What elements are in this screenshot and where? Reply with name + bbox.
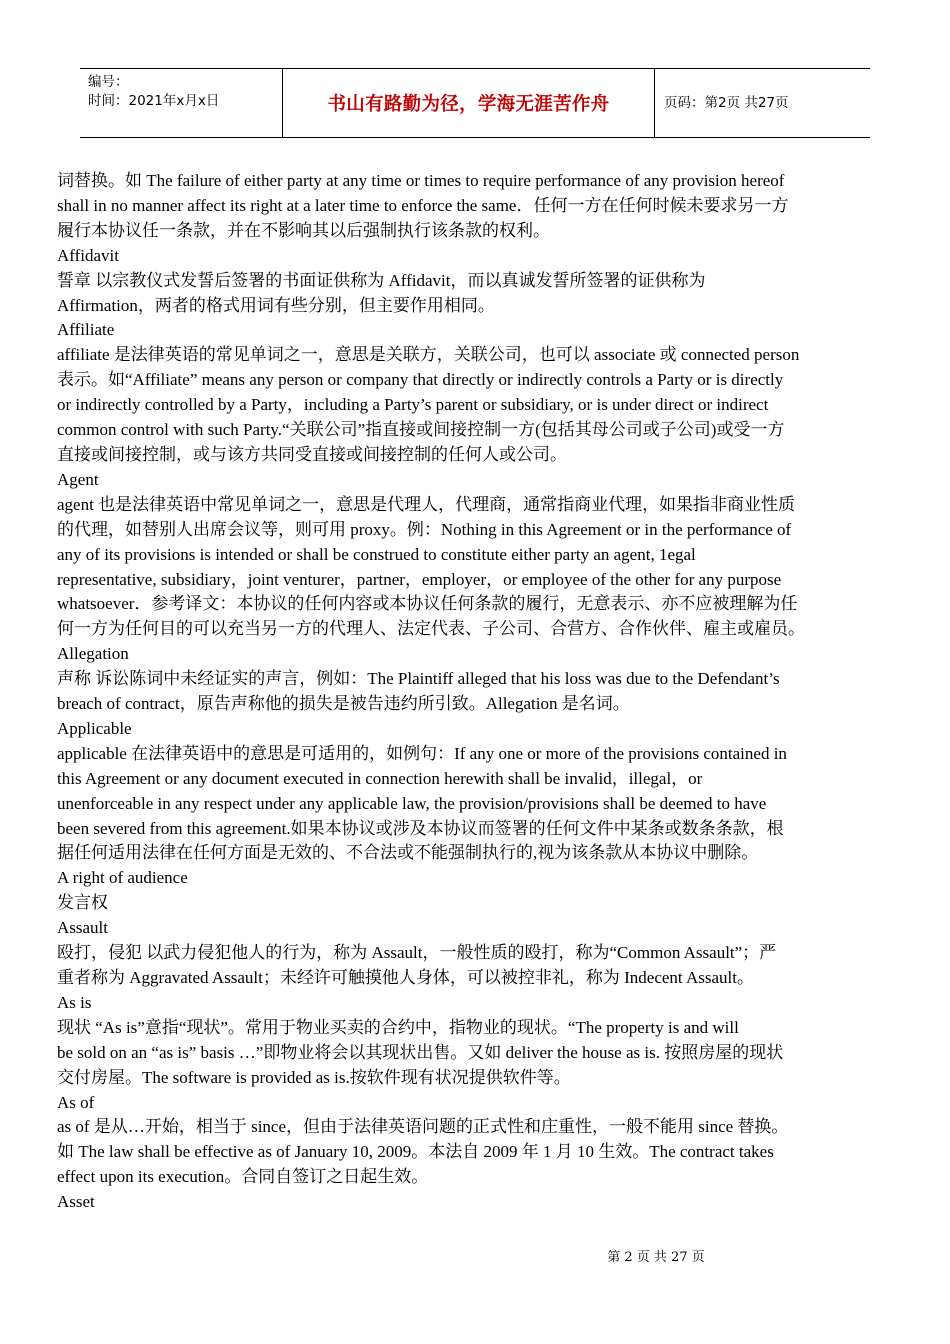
body-line: Affiliate <box>57 320 115 340</box>
document-number-label: 编号： <box>88 74 129 90</box>
body-line: 如 The law shall be effective as of January 10, 2009。本法自 2009 年 1 月 10 生效。The contract takes <box>57 1142 774 1162</box>
body-line: 交付房屋。The software is provided as is.按软件现有状况提供软件等。 <box>57 1067 571 1087</box>
header-motto-cell <box>283 69 655 137</box>
header-page-cell <box>656 69 870 137</box>
body-line: A right of audience <box>57 868 188 888</box>
body-line: 表示。如“Affiliate” means any person or company that directly or indirectly controls a Party or is directly <box>57 370 784 390</box>
body-line: as of 是从…开始，相当于 since，但由于法律英语问题的正式性和庄重性，一般不能用 since 替换。 <box>57 1117 789 1137</box>
body-line: shall in no manner affect its right at a later time to enforce the same．任何一方在任何时候未要求另一方 <box>57 195 789 215</box>
body-line: affiliate 是法律英语的常见单词之一，意思是关联方，关联公司，也可以 associate 或 connected person <box>57 345 800 365</box>
body-line: be sold on an “as is” basis …”即物业将会以其现状出售。又如 deliver the house as is. 按照房屋的现状 <box>57 1042 784 1062</box>
body-line: As is <box>57 992 92 1012</box>
body-line: applicable 在法律英语中的意思是可适用的，如例句：If any one or more of the provisions contained in <box>57 743 787 763</box>
body-line: unenforceable in any respect under any applicable law, the provision/provisions shall be deemed to have <box>57 793 767 813</box>
body-line: whatsoever．参考译文：本协议的任何内容或本协议任何条款的履行，无意表示、亦不应被理解为任 <box>57 594 798 614</box>
body-line: 声称 诉讼陈词中未经证实的声言，例如：The Plaintiff alleged that his loss was due to the Defendant’s <box>57 669 780 689</box>
body-line: 何一方为任何目的可以充当另一方的代理人、法定代表、子公司、合营方、合作伙伴、雇主或雇员。 <box>57 619 805 639</box>
header-motto: 书山有路勤为径，学海无涯苦作舟 <box>327 94 610 115</box>
body-line: any of its provisions is intended or shall be construed to constitute either party an agent, 1egal <box>57 544 696 564</box>
body-line: Affidavit <box>57 245 120 265</box>
body-line: breach of contract，原告声称他的损失是被告违约所引致。Allegation 是名词。 <box>57 694 630 714</box>
body-line: As of <box>57 1092 95 1112</box>
body-line: 重者称为 Aggravated Assault；未经许可触摸他人身体，可以被控非礼，称为 Indecent Assault。 <box>57 968 754 987</box>
body-line: Allegation <box>57 644 129 664</box>
document-date-label: 时间：2021年x月x日 <box>88 93 220 109</box>
body-line: representative, subsidiary，joint venturer，partner，employer，or employee of the other for any purpose <box>57 569 782 589</box>
body-line: Applicable <box>57 718 132 738</box>
page-footer <box>0 1246 950 1265</box>
body-line: effect upon its execution。合同自签订之日起生效。 <box>57 1167 429 1187</box>
body-line: 现状 “As is”意指“现状”。常用于物业买卖的合约中，指物业的现状。“The property is and will <box>57 1017 739 1037</box>
body-line: 据任何适用法律在任何方面是无效的、不合法或不能强制执行的,视为该条款从本协议中删除。 <box>57 843 759 863</box>
body-line: Assault <box>57 918 108 938</box>
document-header <box>80 68 870 138</box>
body-line: 发言权 <box>57 893 108 913</box>
document-body <box>57 169 895 1215</box>
body-line: agent 也是法律英语中常见单词之一，意思是代理人，代理商，通常指商业代理，如果指非商业性质 <box>57 494 796 514</box>
body-line: 直接或间接控制，或与该方共同受直接或间接控制的任何人或公司。 <box>57 444 567 464</box>
body-line: Affirmation，两者的格式用词有些分别，但主要作用相同。 <box>57 295 495 315</box>
body-line: common control with such Party.“关联公司”指直接或间接控制一方(包括其母公司或子公司)或受一方 <box>57 420 785 440</box>
body-line: Agent <box>57 469 99 489</box>
body-line: 誓章 以宗教仪式发誓后签署的书面证供称为 Affidavit，而以真诚发誓所签署的证供称为 <box>57 270 706 290</box>
body-line: 词替换。如 The failure of either party at any time or times to require performance of any provision hereof <box>57 171 785 190</box>
body-line: been severed from this agreement.如果本协议或涉及本协议而签署的任何文件中某条或数条条款，根 <box>57 818 784 838</box>
footer-page-number: 第 2 页 共 27 页 <box>607 1250 705 1265</box>
body-line: or indirectly controlled by a Party，including a Party’s parent or subsidiary, or is under direct or indirect <box>57 395 769 415</box>
body-line: Asset <box>57 1192 95 1212</box>
header-info-cell <box>80 69 283 137</box>
body-line: 履行本协议任一条款，并在不影响其以后强制执行该条款的权利。 <box>57 220 550 240</box>
body-line: 殴打，侵犯 以武力侵犯他人的行为，称为 Assault，一般性质的殴打，称为“Common Assault”；严 <box>57 943 777 963</box>
body-line: this Agreement or any document executed in connection herewith shall be invalid，illegal，or <box>57 768 703 788</box>
header-page-number: 页码：第2页 共27页 <box>664 94 789 111</box>
body-line: 的代理，如替别人出席会议等，则可用 proxy。例：Nothing in this Agreement or in the performance of <box>57 519 792 539</box>
